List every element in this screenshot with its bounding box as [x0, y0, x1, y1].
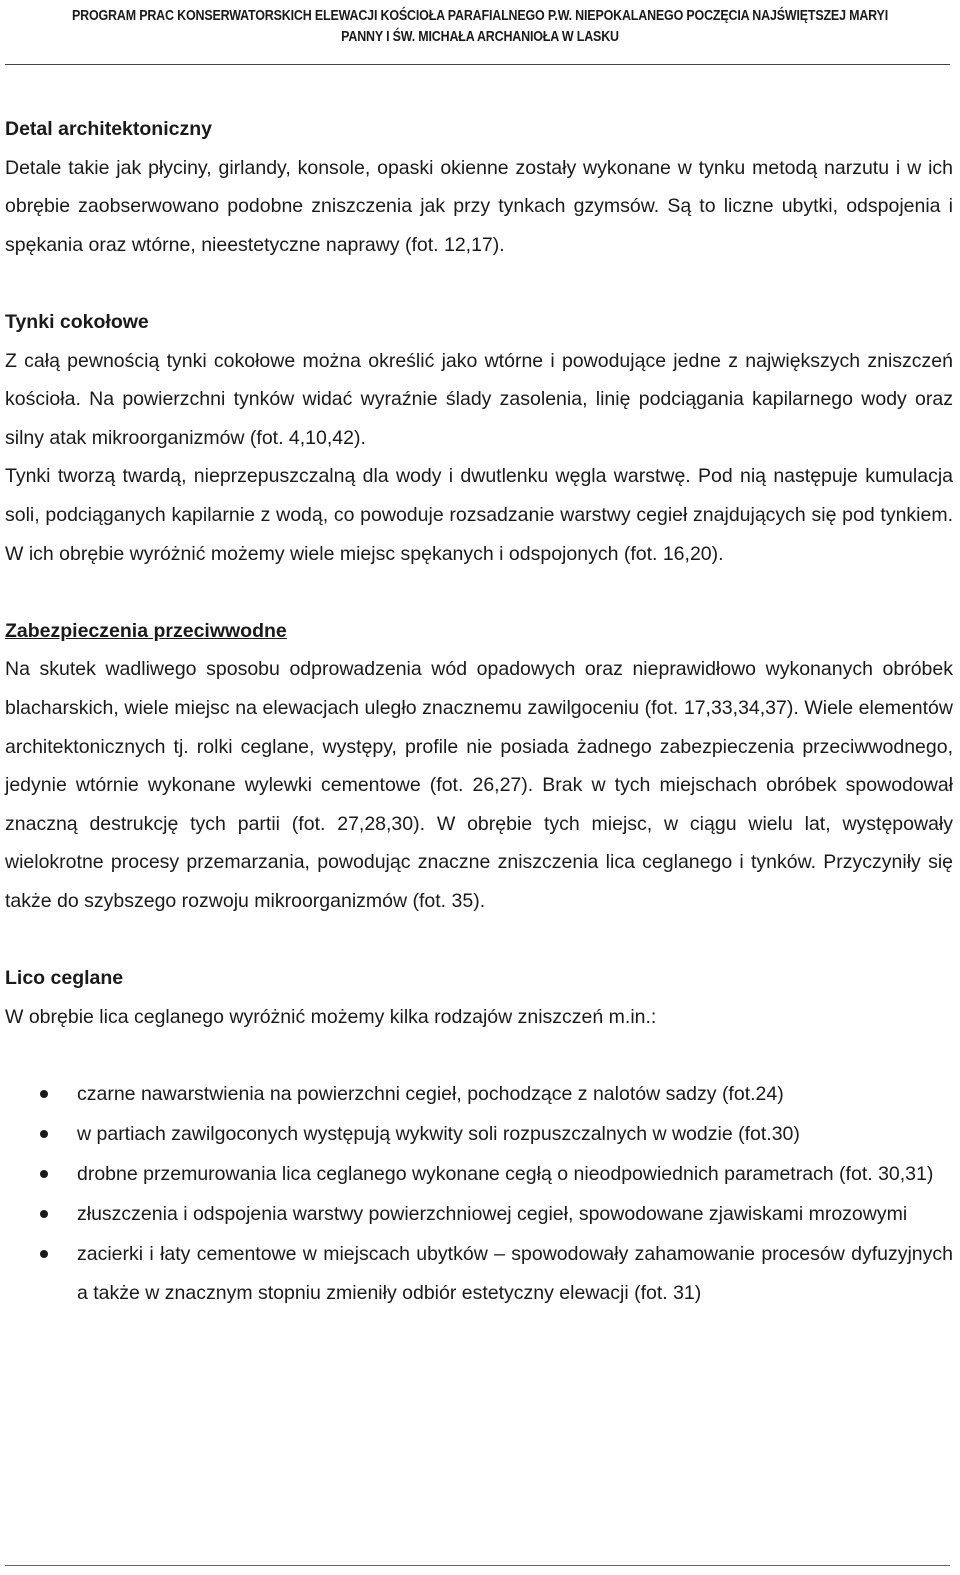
- bullet-icon: [40, 1170, 48, 1178]
- bullet-icon: [40, 1130, 48, 1138]
- spacer: [5, 920, 953, 959]
- section-title-detal: Detal architektoniczny: [5, 118, 212, 140]
- footer-divider: [5, 1565, 950, 1566]
- section-lico: [5, 959, 953, 1312]
- document-header: [67, 6, 893, 48]
- list-item-text: czarne nawarstwienia na powierzchni cegieł, pochodzące z nalotów sadzy (fot.24): [77, 1082, 784, 1105]
- list-item: [5, 1235, 953, 1312]
- list-item-text: drobne przemurowania lica ceglanego wykonane cegłą o nieodpowiednich parametrach (fot. 30,31): [77, 1163, 934, 1186]
- list-item: [5, 1195, 953, 1234]
- section-title-zabezpieczenia-text: Zabezpieczenia przeciwwodne: [5, 619, 287, 642]
- header-line-2: PANNY I ŚW. MICHAŁA ARCHANIOŁA W LASKU: [341, 29, 619, 45]
- spacer: [5, 264, 953, 303]
- paragraph-tynki-2: Tynki tworzą twardą, nieprzepuszczalną dla wody i dwutlenku węgla warstwę. Pod nią następuje kumulacja soli, podciąganych kapilarnie z wodą, co powoduje rozsadzanie warstwy cegieł znajdujących się pod tynkiem. W ich obrębie wyróżnić możemy wiele miejsc spękanych i odspojonych (fot. 16,20).: [5, 465, 953, 565]
- paragraph-detal: Detale takie jak płyciny, girlandy, konsole, opaski okienne zostały wykonane w tynku metodą narzutu i w ich obrębie zaobserwowano podobne zniszczenia jak przy tynkach gzymsów. Są to liczne ubytki, odspojenia i spękania oraz wtórne, nieestetyczne naprawy (fot. 12,17).: [5, 156, 953, 256]
- section-zabezpieczenia: [5, 612, 953, 921]
- bullet-icon: [40, 1250, 48, 1258]
- bullet-icon: [40, 1090, 48, 1098]
- section-detal: [5, 110, 953, 264]
- list-item: [5, 1075, 953, 1114]
- paragraph-tynki-1: Z całą pewnością tynki cokołowe można określić jako wtórne i powodujące jedne z największych zniszczeń kościoła. Na powierzchni tynków widać wyraźnie ślady zasolenia, linię podciągania kapilarnego wody oraz silny atak mikroorganizmów (fot. 4,10,42).: [5, 349, 953, 449]
- section-title-lico: Lico ceglane: [5, 967, 124, 990]
- paragraph-lico: W obrębie lica ceglanego wyróżnić możemy kilka rodzajów zniszczeń m.in.:: [5, 1005, 657, 1028]
- section-tynki: [5, 303, 953, 573]
- list-item-text: zacierki i łaty cementowe w miejscach ubytków – spowodowały zahamowanie procesów dyfuzyjnych a także w znacznym stopniu zmieniły odbiór estetyczny elewacji (fot. 31): [77, 1243, 953, 1304]
- section-title-zabezpieczenia: [5, 612, 953, 651]
- list-item: [5, 1155, 953, 1194]
- header-line-1: PROGRAM PRAC KONSERWATORSKICH ELEWACJI KOŚCIOŁA PARAFIALNEGO P.W. NIEPOKALANEGO POCZĘCIA NAJŚWIĘTSZEJ MARYI: [71, 8, 889, 24]
- paragraph-zabezpieczenia: Na skutek wadliwego sposobu odprowadzenia wód opadowych oraz nieprawidłowo wykonanych obróbek blacharskich, wiele miejsc na elewacjach uległo znacznemu zawilgoceniu (fot. 17,33,34,37). Wiele elementów architektonicznych tj. rolki ceglane, występy, profile nie posiada żadnego zabezpieczenia przeciwwodnego, jedynie wtórnie wykonane wylewki cementowe (fot. 26,27). Brak w tych miejschach obróbek spowodował znaczną destrukcję tych partii (fot. 27,28,30). W obrębie tych miejsc, w ciągu wielu lat, występowały wielokrotne procesy przemarzania, powodując znaczne zniszczenia lica ceglanego i tynków. Przyczyniły się także do szybszego rozwoju mikroorganizmów (fot. 35).: [5, 658, 953, 912]
- list-item-text: złuszczenia i odspojenia warstwy powierzchniowej cegieł, spowodowane zjawiskami mrozowymi: [77, 1203, 908, 1226]
- list-item-text: w partiach zawilgoconych występują wykwity soli rozpuszczalnych w wodzie (fot.30): [77, 1122, 800, 1145]
- spacer: [5, 1036, 953, 1075]
- list-item: [5, 1115, 953, 1154]
- bullet-icon: [40, 1210, 48, 1218]
- section-title-tynki: Tynki cokołowe: [5, 310, 149, 333]
- damage-list: [5, 1075, 953, 1313]
- spacer: [5, 573, 953, 612]
- document-body: [5, 110, 953, 1314]
- header-divider: [5, 64, 950, 65]
